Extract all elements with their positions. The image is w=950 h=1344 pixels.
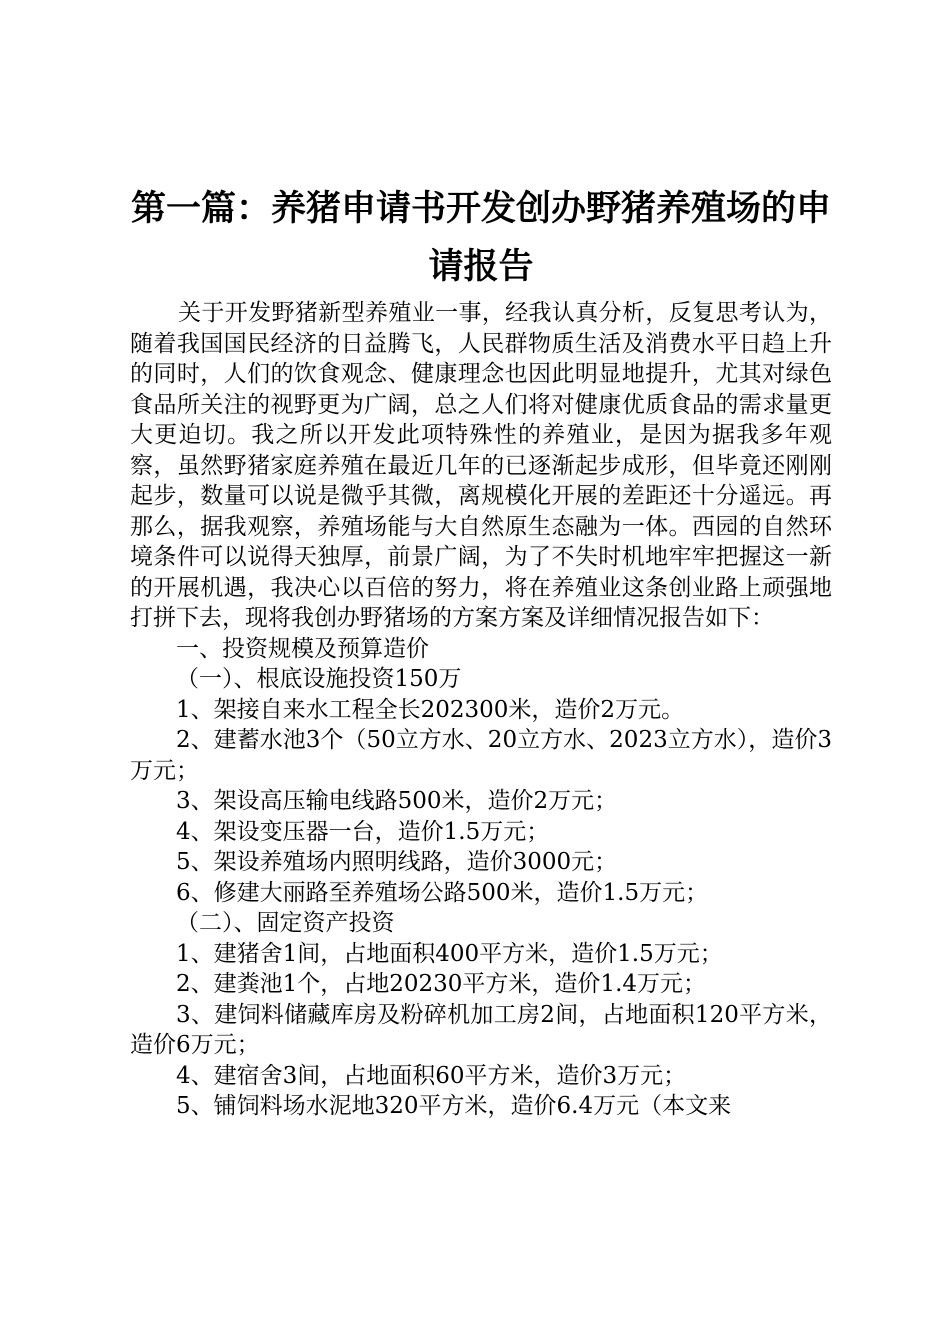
document-body xyxy=(130,298,832,1122)
subsection-heading: （一）、根底设施投资150万 xyxy=(176,666,462,692)
list-item: 1、建猪舍1间，占地面积400平方米，造价1.5万元； xyxy=(176,940,723,967)
subsection-heading: （二）、固定资产投资 xyxy=(176,910,395,936)
list-item: 6、修建大丽路至养殖场公路500米，造价1.5万元； xyxy=(176,879,709,906)
list-item: 2、建蓄水池3个（50立方水、20立方水、2023立方水），造价3万元； xyxy=(130,727,832,784)
document-title: 第一篇：养猪申请书开发创办野猪养殖场的申请报告 xyxy=(130,189,831,287)
list-item: 5、架设养殖场内照明线路，造价3000元； xyxy=(176,849,618,875)
document-page xyxy=(130,180,832,1122)
intro-paragraph: 关于开发野猪新型养殖业一事，经我认真分析，反复思考认为，随着我国国民经济的日益腾飞，人民群物质生活及消费水平日趋上升的同时，人们的饮食观念、健康理念也因此明显地提升，尤其对绿色食品所关注的视野更为广阔，总之人们将对健康优质食品的需求量更大更迫切。我之所以开发此项特殊性的养殖业，是因为据我多年观察，虽然野猪家庭养殖在最近几年的已逐渐起步成形，但毕竟还刚刚起步，数量可以说是微乎其微，离规模化开展的差距还十分遥远。再那么，据我观察，养殖场能与大自然原生态融为一体。西园的自然环境条件可以说得天独厚，前景广阔，为了不失时机地牢牢把握这一新的开展机遇，我决心以百倍的努力，将在养殖业这条创业路上顽强地打拼下去，现将我创办野猪场的方案方案及详细情况报告如下： xyxy=(130,300,832,631)
list-item: 4、建宿舍3间，占地面积60平方米，造价3万元； xyxy=(176,1062,687,1089)
list-item: 1、架接自来水工程全长202300米，造价2万元。 xyxy=(176,696,685,723)
list-item: 3、架设高压输电线路500米，造价2万元； xyxy=(176,788,618,814)
list-item: 2、建粪池1个，占地20230平方米，造价1.4万元； xyxy=(176,971,707,997)
list-item: 4、架设变压器一台，造价1.5万元； xyxy=(176,818,550,845)
section-heading: 一、投资规模及预算造价 xyxy=(176,635,429,662)
list-item: 3、建饲料储藏库房及粉碎机加工房2间，占地面积120平方米，造价6万元； xyxy=(130,1001,832,1058)
list-item: 5、铺饲料场水泥地320平方米，造价6.4万元（本文来 xyxy=(176,1093,732,1119)
